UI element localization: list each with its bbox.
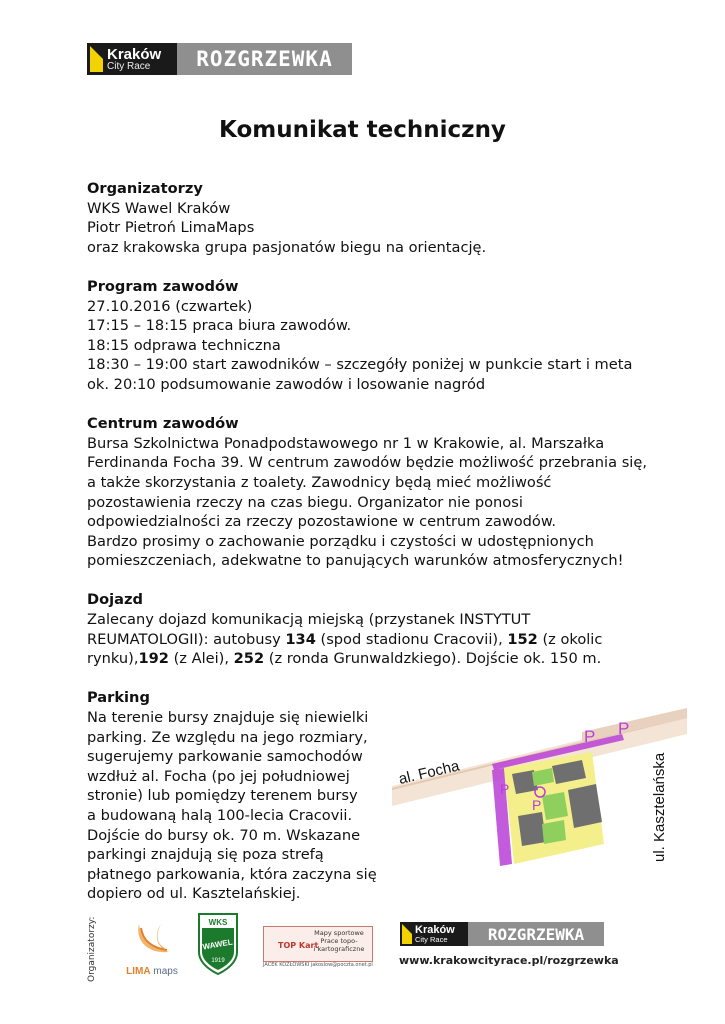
access-text: rynku), (87, 650, 139, 668)
program-line: 18:15 odprawa techniczna (87, 336, 281, 354)
krakow-city-race-mark (87, 43, 177, 75)
parking-line: a budowaną halą 100-lecia Cracovii. (87, 807, 353, 824)
center-line: pomieszczeniach, adekwatne to panujących warunków atmosferycznych! (87, 552, 624, 570)
top-kart-mark: TOP Kart (278, 941, 319, 950)
center-line: odpowiedzialności za rzeczy pozostawione w centrum zawodów. (87, 513, 557, 531)
access-text: REUMATOLOGII): autobusy (87, 630, 286, 648)
parking-line: Dojście do bursy ok. 70 m. Wskazane (87, 826, 361, 844)
footer-krakow-city-race-mark (400, 922, 468, 946)
parking-symbol: P (584, 727, 596, 746)
access-heading: Dojazd (87, 591, 143, 609)
footer-logo-line1: Kraków (415, 923, 455, 936)
top-kart-desc-line: Prace topo- (320, 937, 358, 945)
access-text: (z okolic (537, 630, 603, 648)
access-section (87, 590, 687, 668)
center-line: pozostawienia rzeczy na czas biegu. Organizator nie ponosi (87, 493, 523, 511)
parking-line: sugerujemy parkowanie samochodów (87, 748, 363, 766)
wks-top: WKS (208, 918, 228, 927)
lima-suffix: maps (150, 966, 178, 977)
street-label-focha: al. Focha (397, 757, 462, 788)
wks-year: 1919 (211, 958, 225, 964)
access-text: (z Alei), (168, 650, 234, 668)
footer-logo-triangle-icon (402, 924, 412, 944)
program-section (87, 277, 687, 395)
sponsors-label: Organizatorzy: (87, 916, 97, 982)
parking-symbol: P (532, 797, 542, 813)
parking-line: płatnego parkowania, która zaczyna się (87, 865, 377, 883)
parking-line: Na terenie bursy znajduje się niewielki (87, 709, 369, 727)
center-line: Bursa Szkolnictwa Ponadpodstawowego nr 1 w Krakowie, al. Marszałka (87, 434, 605, 452)
access-line (87, 649, 687, 669)
bus-number: 252 (233, 650, 265, 668)
top-kart-logo (263, 926, 373, 972)
lima-swirl-icon (117, 918, 187, 964)
top-kart-description (308, 929, 370, 953)
parking-symbol: P (618, 719, 630, 738)
access-line: Zalecany dojazd komunikacją miejską (przystanek INSTYTUT (87, 611, 531, 629)
center-line: Ferdinanda Focha 39. W centrum zawodów będzie możliwość przebrania się, (87, 454, 647, 472)
organizers-heading: Organizatorzy (87, 180, 203, 197)
parking-line: parkingi znajdują się poza strefą (87, 846, 324, 864)
top-kart-box (263, 926, 373, 962)
parking-section (87, 688, 387, 904)
header-logo (87, 43, 352, 75)
access-text: (spod stadionu Cracovii), (315, 630, 508, 648)
bus-number: 192 (138, 650, 169, 668)
website-url[interactable]: www.krakowcityrace.pl/rozgrzewka (399, 954, 619, 967)
logo-line2: City Race (107, 60, 151, 72)
access-line (87, 630, 687, 650)
parking-line: wzdłuż al. Focha (po jej południowej (87, 767, 350, 785)
footer-logo-brand: ROZGRZEWKA (487, 924, 585, 944)
green-area (542, 792, 568, 820)
building (518, 812, 546, 846)
logo-triangle-icon (90, 46, 103, 72)
parking-map (392, 704, 687, 866)
footer-logo-line2: City Race (415, 934, 448, 944)
organizers-section (87, 179, 687, 257)
center-line: Bardzo prosimy o zachowanie porządku i czystości w udostępnionych (87, 532, 594, 550)
bus-number: 134 (285, 630, 316, 648)
top-kart-contact: JACEK KOZŁOWSKI jakoslow@poczta.onet.pl (263, 962, 373, 968)
organizer-line: Piotr Pietroń LimaMaps (87, 219, 255, 237)
page-title: Komunikat techniczny (219, 117, 506, 143)
footer-logo (400, 922, 604, 946)
program-line: ok. 20:10 podsumowanie zawodów i losowanie nagród (87, 375, 486, 393)
center-heading: Centrum zawodów (87, 415, 239, 433)
street-label-kasztelanska: ul. Kasztelańska (651, 752, 668, 862)
program-line: 18:30 – 19:00 start zawodników – szczegóły poniżej w punkcie start i meta (87, 356, 633, 374)
green-area (542, 820, 566, 844)
parking-line: dopiero od ul. Kasztelańskiej. (87, 885, 301, 903)
access-text: (z ronda Grunwaldzkiego). Dojście ok. 150 m. (264, 650, 602, 668)
logo-brand: ROZGRZEWKA (196, 47, 333, 71)
wks-wawel-crest (197, 912, 239, 976)
program-line: 17:15 – 18:15 praca biura zawodów. (87, 317, 352, 335)
lima-maps-logo (117, 918, 187, 978)
organizer-line: oraz krakowska grupa pasjonatów biegu na orientację. (87, 238, 487, 256)
organizer-line: WKS Wawel Kraków (87, 199, 231, 217)
lima-brand: LIMA (126, 966, 151, 977)
parking-line: parking. Ze względu na jego rozmiary, (87, 728, 368, 746)
parking-line: stronie) lub pomiędzy terenem bursy (87, 787, 358, 805)
building (568, 784, 602, 828)
center-line: a także skorzystania z toalety. Zawodnicy będą mieć możliwość (87, 473, 552, 491)
top-kart-desc-line: i kartograficzne (313, 945, 365, 953)
wks-name: WAWEL (201, 937, 234, 952)
program-line: 27.10.2016 (czwartek) (87, 297, 253, 315)
bus-number: 152 (507, 630, 538, 648)
parking-heading: Parking (87, 689, 150, 707)
center-section (87, 414, 687, 571)
sponsors-footer (87, 910, 627, 990)
logo-line1: Kraków (107, 45, 162, 63)
program-heading: Program zawodów (87, 277, 239, 295)
top-kart-desc-line: Mapy sportowe (314, 929, 364, 937)
parking-symbol: P (500, 781, 510, 797)
